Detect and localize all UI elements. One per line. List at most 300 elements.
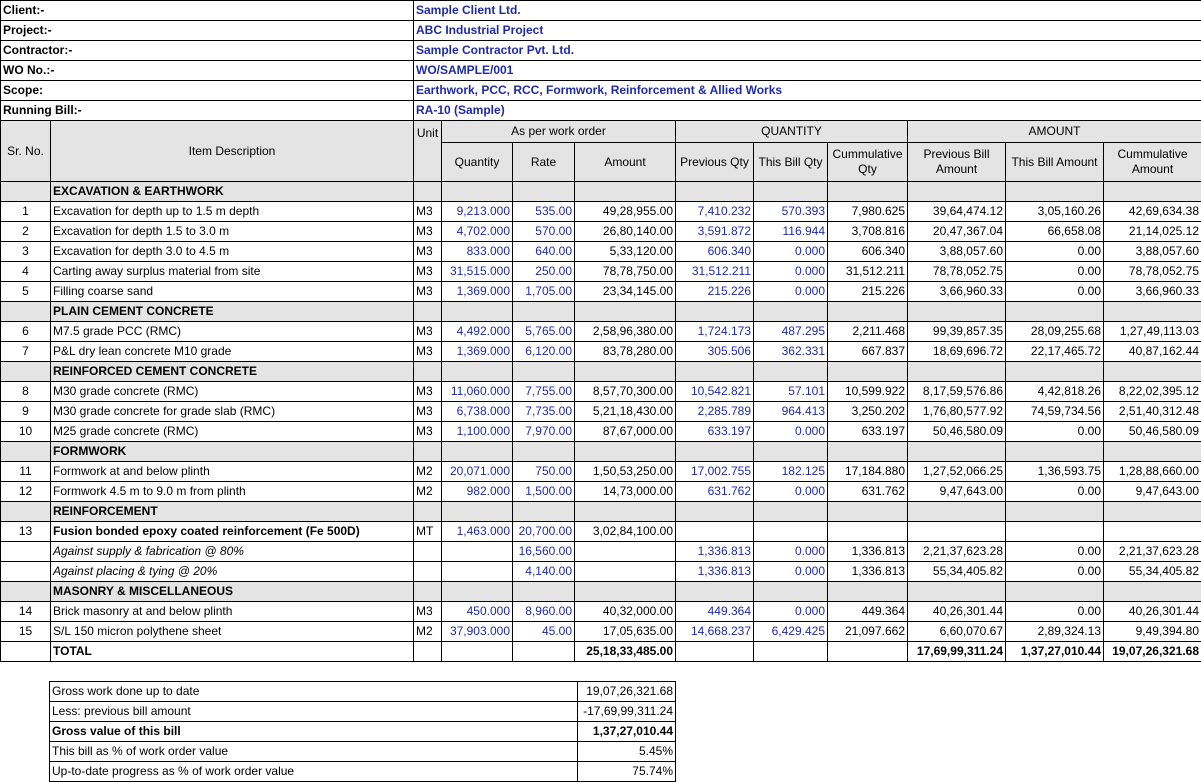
col-amount-header: Amount	[575, 143, 676, 182]
item-description: Excavation for depth 1.5 to 3.0 m	[51, 222, 414, 242]
item-prev-amount: 1,76,80,577.92	[908, 402, 1006, 422]
section-empty-cell	[575, 302, 676, 322]
item-this-amount: 3,05,160.26	[1006, 202, 1104, 222]
item-description: M30 grade concrete (RMC)	[51, 382, 414, 402]
item-rate: 7,735.00	[513, 402, 575, 422]
item-unit: M3	[414, 202, 442, 222]
section-empty-cell	[908, 502, 1006, 522]
item-rate: 7,970.00	[513, 422, 575, 442]
item-description: Filling coarse sand	[51, 282, 414, 302]
header-label: Running Bill:-	[1, 101, 414, 121]
header-value: Sample Client Ltd.	[414, 1, 1201, 21]
item-rate: 750.00	[513, 462, 575, 482]
summary-value: 5.45%	[578, 742, 676, 762]
section-empty-cell	[442, 502, 513, 522]
item-rate: 1,705.00	[513, 282, 575, 302]
item-this-amount: 66,658.08	[1006, 222, 1104, 242]
item-amount: 5,21,18,430.00	[575, 402, 676, 422]
section-sr-cell	[1, 442, 51, 462]
total-this-amount: 1,37,27,010.44	[1006, 642, 1104, 662]
section-empty-cell	[676, 182, 754, 202]
section-row	[1, 502, 1201, 522]
section-empty-cell	[513, 182, 575, 202]
item-prev-qty: 1,336.813	[676, 542, 754, 562]
section-empty-cell	[513, 302, 575, 322]
header-value: Sample Contractor Pvt. Ltd.	[414, 41, 1201, 61]
header-row	[1, 41, 1201, 61]
section-empty-cell	[1104, 502, 1201, 522]
header-value: ABC Industrial Project	[414, 21, 1201, 41]
item-row	[1, 382, 1201, 402]
section-empty-cell	[414, 442, 442, 462]
item-cum-amount: 9,49,394.80	[1104, 622, 1201, 642]
section-empty-cell	[442, 302, 513, 322]
total-sr-cell	[1, 642, 51, 662]
item-this-qty: 57.101	[754, 382, 828, 402]
item-description: Excavation for depth 3.0 to 4.5 m	[51, 242, 414, 262]
section-empty-cell	[1006, 302, 1104, 322]
item-amount: 83,78,280.00	[575, 342, 676, 362]
summary-label: Gross value of this bill	[50, 722, 578, 742]
item-sr-no: 7	[1, 342, 51, 362]
item-prev-amount: 3,66,960.33	[908, 282, 1006, 302]
item-sr-no: 5	[1, 282, 51, 302]
item-prev-qty: 2,285.789	[676, 402, 754, 422]
total-amount: 25,18,33,485.00	[575, 642, 676, 662]
item-description: Carting away surplus material from site	[51, 262, 414, 282]
section-title: REINFORCED CEMENT CONCRETE	[51, 362, 414, 382]
group-work-order: As per work order	[442, 121, 676, 143]
item-row	[1, 482, 1201, 502]
item-amount: 2,58,96,380.00	[575, 322, 676, 342]
item-amount: 78,78,750.00	[575, 262, 676, 282]
total-cum-qty-cell	[828, 642, 908, 662]
item-cum-qty: 1,336.813	[828, 562, 908, 582]
summary-label: Gross work done up to date	[50, 682, 578, 702]
col-cum-qty-header: Cummulative Qty	[828, 143, 908, 182]
item-quantity: 11,060.000	[442, 382, 513, 402]
summary-label: Up-to-date progress as % of work order value	[50, 762, 578, 782]
item-cum-amount: 42,69,634.38	[1104, 202, 1201, 222]
item-row	[1, 322, 1201, 342]
section-empty-cell	[676, 302, 754, 322]
item-prev-qty: 3,591.872	[676, 222, 754, 242]
summary-value: 19,07,26,321.68	[578, 682, 676, 702]
col-unit-header: Unit	[414, 121, 442, 182]
item-this-qty: 0.000	[754, 562, 828, 582]
section-sr-cell	[1, 582, 51, 602]
section-empty-cell	[828, 362, 908, 382]
section-empty-cell	[414, 582, 442, 602]
item-this-qty: 570.393	[754, 202, 828, 222]
item-prev-qty	[676, 522, 754, 542]
item-this-qty: 0.000	[754, 282, 828, 302]
header-value: Earthwork, PCC, RCC, Formwork, Reinforcement & Allied Works	[414, 81, 1201, 101]
section-empty-cell	[1006, 362, 1104, 382]
item-cum-amount: 40,87,162.44	[1104, 342, 1201, 362]
section-empty-cell	[754, 442, 828, 462]
item-amount: 40,32,000.00	[575, 602, 676, 622]
item-prev-qty: 7,410.232	[676, 202, 754, 222]
item-quantity: 1,369.000	[442, 282, 513, 302]
section-row	[1, 362, 1201, 382]
item-quantity: 833.000	[442, 242, 513, 262]
item-rate: 5,765.00	[513, 322, 575, 342]
item-description: Fusion bonded epoxy coated reinforcement (Fe 500D)	[51, 522, 414, 542]
summary-label: Less: previous bill amount	[50, 702, 578, 722]
item-amount: 14,73,000.00	[575, 482, 676, 502]
item-cum-qty: 449.364	[828, 602, 908, 622]
item-unit: M3	[414, 262, 442, 282]
item-description: Against placing & tying @ 20%	[51, 562, 414, 582]
col-prev-qty-header: Previous Qty	[676, 143, 754, 182]
section-empty-cell	[442, 362, 513, 382]
item-prev-amount: 8,17,59,576.86	[908, 382, 1006, 402]
item-amount: 87,67,000.00	[575, 422, 676, 442]
header-label: Project:-	[1, 21, 414, 41]
item-cum-amount: 2,51,40,312.48	[1104, 402, 1201, 422]
section-empty-cell	[676, 362, 754, 382]
header-value: WO/SAMPLE/001	[414, 61, 1201, 81]
item-prev-amount: 39,64,474.12	[908, 202, 1006, 222]
item-quantity: 20,071.000	[442, 462, 513, 482]
item-cum-qty: 31,512.211	[828, 262, 908, 282]
item-description: Against supply & fabrication @ 80%	[51, 542, 414, 562]
item-unit: M3	[414, 342, 442, 362]
item-row	[1, 562, 1201, 582]
item-description: S/L 150 micron polythene sheet	[51, 622, 414, 642]
item-description: Formwork 4.5 m to 9.0 m from plinth	[51, 482, 414, 502]
total-label: TOTAL	[51, 642, 414, 662]
item-sr-no: 12	[1, 482, 51, 502]
item-this-qty: 487.295	[754, 322, 828, 342]
summary-row	[50, 682, 676, 702]
item-this-amount	[1006, 522, 1104, 542]
section-title: FORMWORK	[51, 442, 414, 462]
section-empty-cell	[442, 582, 513, 602]
header-table	[0, 0, 1201, 121]
item-this-amount: 28,09,255.68	[1006, 322, 1104, 342]
item-prev-amount: 9,47,643.00	[908, 482, 1006, 502]
item-amount	[575, 562, 676, 582]
item-amount	[575, 542, 676, 562]
item-description: M25 grade concrete (RMC)	[51, 422, 414, 442]
item-cum-amount: 9,47,643.00	[1104, 482, 1201, 502]
col-quantity-header: Quantity	[442, 143, 513, 182]
item-sr-no: 9	[1, 402, 51, 422]
col-sr-header: Sr. No.	[1, 121, 51, 182]
section-empty-cell	[414, 502, 442, 522]
total-prev-amount: 17,69,99,311.24	[908, 642, 1006, 662]
item-row	[1, 262, 1201, 282]
total-cum-amount: 19,07,26,321.68	[1104, 642, 1201, 662]
section-empty-cell	[513, 582, 575, 602]
item-sr-no: 8	[1, 382, 51, 402]
header-label: Scope:	[1, 81, 414, 101]
col-desc-header: Item Description	[51, 121, 414, 182]
item-cum-amount: 3,66,960.33	[1104, 282, 1201, 302]
item-rate: 45.00	[513, 622, 575, 642]
item-cum-amount: 2,21,37,623.28	[1104, 542, 1201, 562]
section-empty-cell	[908, 362, 1006, 382]
item-unit: MT	[414, 522, 442, 542]
item-cum-qty: 10,599.922	[828, 382, 908, 402]
item-description: Brick masonry at and below plinth	[51, 602, 414, 622]
summary-row	[50, 722, 676, 742]
header-row	[1, 61, 1201, 81]
summary-value: 1,37,27,010.44	[578, 722, 676, 742]
item-unit: M3	[414, 382, 442, 402]
item-prev-amount: 50,46,580.09	[908, 422, 1006, 442]
item-rate: 4,140.00	[513, 562, 575, 582]
item-cum-qty: 215.226	[828, 282, 908, 302]
item-row	[1, 222, 1201, 242]
item-sr-no: 14	[1, 602, 51, 622]
item-quantity: 450.000	[442, 602, 513, 622]
item-cum-amount: 78,78,052.75	[1104, 262, 1201, 282]
item-prev-amount: 20,47,367.04	[908, 222, 1006, 242]
summary-body	[50, 682, 676, 782]
item-quantity: 1,100.000	[442, 422, 513, 442]
section-sr-cell	[1, 302, 51, 322]
item-description: Excavation for depth up to 1.5 m depth	[51, 202, 414, 222]
item-unit: M3	[414, 402, 442, 422]
item-prev-qty: 1,724.173	[676, 322, 754, 342]
item-cum-amount: 55,34,405.82	[1104, 562, 1201, 582]
header-row	[1, 101, 1201, 121]
section-empty-cell	[442, 182, 513, 202]
item-cum-amount: 50,46,580.09	[1104, 422, 1201, 442]
item-prev-amount: 6,60,070.67	[908, 622, 1006, 642]
section-empty-cell	[1006, 182, 1104, 202]
section-empty-cell	[754, 582, 828, 602]
section-empty-cell	[414, 362, 442, 382]
item-this-amount: 1,36,593.75	[1006, 462, 1104, 482]
item-unit: M3	[414, 602, 442, 622]
section-empty-cell	[1006, 582, 1104, 602]
item-unit: M3	[414, 322, 442, 342]
section-empty-cell	[828, 302, 908, 322]
group-quantity: QUANTITY	[676, 121, 908, 143]
item-unit: M3	[414, 242, 442, 262]
item-prev-amount: 78,78,052.75	[908, 262, 1006, 282]
item-quantity: 31,515.000	[442, 262, 513, 282]
section-title: PLAIN CEMENT CONCRETE	[51, 302, 414, 322]
item-amount: 49,28,955.00	[575, 202, 676, 222]
item-this-qty: 362.331	[754, 342, 828, 362]
item-sr-no: 4	[1, 262, 51, 282]
item-cum-qty: 631.762	[828, 482, 908, 502]
item-this-qty: 0.000	[754, 482, 828, 502]
section-empty-cell	[1006, 442, 1104, 462]
section-empty-cell	[754, 502, 828, 522]
item-row	[1, 602, 1201, 622]
item-rate: 250.00	[513, 262, 575, 282]
section-empty-cell	[1104, 582, 1201, 602]
section-title: REINFORCEMENT	[51, 502, 414, 522]
item-prev-qty: 633.197	[676, 422, 754, 442]
item-row	[1, 462, 1201, 482]
item-unit	[414, 542, 442, 562]
section-empty-cell	[513, 362, 575, 382]
item-cum-qty: 21,097.662	[828, 622, 908, 642]
item-rate: 20,700.00	[513, 522, 575, 542]
item-cum-qty: 17,184.880	[828, 462, 908, 482]
item-row	[1, 522, 1201, 542]
item-prev-amount: 40,26,301.44	[908, 602, 1006, 622]
section-empty-cell	[575, 582, 676, 602]
item-prev-qty: 606.340	[676, 242, 754, 262]
item-cum-qty: 3,250.202	[828, 402, 908, 422]
item-sr-no: 11	[1, 462, 51, 482]
item-sr-no: 2	[1, 222, 51, 242]
item-prev-amount: 99,39,857.35	[908, 322, 1006, 342]
item-amount: 3,02,84,100.00	[575, 522, 676, 542]
section-title: EXCAVATION & EARTHWORK	[51, 182, 414, 202]
section-sr-cell	[1, 502, 51, 522]
item-prev-qty: 449.364	[676, 602, 754, 622]
item-sr-no: 3	[1, 242, 51, 262]
item-cum-qty: 606.340	[828, 242, 908, 262]
item-prev-amount: 2,21,37,623.28	[908, 542, 1006, 562]
total-qty-cell	[442, 642, 513, 662]
item-this-amount: 0.00	[1006, 282, 1104, 302]
item-this-amount: 0.00	[1006, 602, 1104, 622]
item-quantity: 1,463.000	[442, 522, 513, 542]
col-rate-header: Rate	[513, 143, 575, 182]
item-cum-qty: 633.197	[828, 422, 908, 442]
section-empty-cell	[908, 582, 1006, 602]
item-prev-qty: 1,336.813	[676, 562, 754, 582]
section-sr-cell	[1, 182, 51, 202]
header-row	[1, 21, 1201, 41]
item-row	[1, 402, 1201, 422]
item-prev-qty: 10,542.821	[676, 382, 754, 402]
item-this-qty: 0.000	[754, 242, 828, 262]
item-this-qty: 182.125	[754, 462, 828, 482]
item-this-qty	[754, 522, 828, 542]
item-row	[1, 342, 1201, 362]
item-this-amount: 0.00	[1006, 242, 1104, 262]
item-this-amount: 74,59,734.56	[1006, 402, 1104, 422]
item-this-qty: 0.000	[754, 422, 828, 442]
section-empty-cell	[828, 502, 908, 522]
item-rate: 16,560.00	[513, 542, 575, 562]
item-quantity: 37,903.000	[442, 622, 513, 642]
section-empty-cell	[1104, 362, 1201, 382]
item-quantity: 982.000	[442, 482, 513, 502]
bill-body	[1, 182, 1201, 662]
section-empty-cell	[828, 442, 908, 462]
item-description: M7.5 grade PCC (RMC)	[51, 322, 414, 342]
item-rate: 7,755.00	[513, 382, 575, 402]
section-empty-cell	[676, 502, 754, 522]
section-empty-cell	[575, 182, 676, 202]
item-prev-amount: 18,69,696.72	[908, 342, 1006, 362]
section-empty-cell	[908, 182, 1006, 202]
item-cum-qty: 667.837	[828, 342, 908, 362]
item-prev-qty: 215.226	[676, 282, 754, 302]
item-this-qty: 0.000	[754, 602, 828, 622]
item-this-qty: 0.000	[754, 262, 828, 282]
item-sr-no: 10	[1, 422, 51, 442]
item-prev-amount: 55,34,405.82	[908, 562, 1006, 582]
section-empty-cell	[828, 582, 908, 602]
section-empty-cell	[1104, 182, 1201, 202]
item-this-amount: 0.00	[1006, 262, 1104, 282]
summary-label: This bill as % of work order value	[50, 742, 578, 762]
item-quantity: 6,738.000	[442, 402, 513, 422]
item-sr-no: 13	[1, 522, 51, 542]
item-this-amount: 0.00	[1006, 422, 1104, 442]
item-row	[1, 202, 1201, 222]
item-sr-no: 1	[1, 202, 51, 222]
section-empty-cell	[754, 362, 828, 382]
section-empty-cell	[676, 582, 754, 602]
section-empty-cell	[754, 182, 828, 202]
group-amount: AMOUNT	[908, 121, 1201, 143]
item-unit: M2	[414, 462, 442, 482]
section-row	[1, 182, 1201, 202]
item-rate: 1,500.00	[513, 482, 575, 502]
section-row	[1, 442, 1201, 462]
item-cum-qty: 2,211.468	[828, 322, 908, 342]
total-this-qty-cell	[754, 642, 828, 662]
item-amount: 17,05,635.00	[575, 622, 676, 642]
col-this-amt-header: This Bill Amount	[1006, 143, 1104, 182]
item-description: M30 grade concrete for grade slab (RMC)	[51, 402, 414, 422]
section-empty-cell	[828, 182, 908, 202]
section-title: MASONRY & MISCELLANEOUS	[51, 582, 414, 602]
header-label: WO No.:-	[1, 61, 414, 81]
header-body	[1, 1, 1201, 121]
bill-table	[0, 120, 1201, 662]
section-empty-cell	[575, 442, 676, 462]
summary-value: 75.74%	[578, 762, 676, 782]
item-prev-qty: 631.762	[676, 482, 754, 502]
item-sr-no: 6	[1, 322, 51, 342]
item-this-qty: 6,429.425	[754, 622, 828, 642]
item-cum-amount: 1,28,88,660.00	[1104, 462, 1201, 482]
item-prev-amount: 3,88,057.60	[908, 242, 1006, 262]
item-rate: 535.00	[513, 202, 575, 222]
col-cum-amt-header: Cummulative Amount	[1104, 143, 1201, 182]
section-empty-cell	[575, 502, 676, 522]
item-row	[1, 282, 1201, 302]
item-prev-qty: 31,512.211	[676, 262, 754, 282]
item-this-amount: 22,17,465.72	[1006, 342, 1104, 362]
section-empty-cell	[1104, 442, 1201, 462]
item-sr-no	[1, 562, 51, 582]
item-this-amount: 2,89,324.13	[1006, 622, 1104, 642]
item-cum-amount: 40,26,301.44	[1104, 602, 1201, 622]
item-this-amount: 4,42,818.26	[1006, 382, 1104, 402]
section-empty-cell	[1104, 302, 1201, 322]
item-this-amount: 0.00	[1006, 482, 1104, 502]
item-quantity: 9,213.000	[442, 202, 513, 222]
section-empty-cell	[513, 502, 575, 522]
item-unit: M2	[414, 482, 442, 502]
header-row	[1, 81, 1201, 101]
total-prev-qty-cell	[676, 642, 754, 662]
section-empty-cell	[1006, 502, 1104, 522]
item-unit	[414, 562, 442, 582]
item-sr-no: 15	[1, 622, 51, 642]
item-cum-amount: 8,22,02,395.12	[1104, 382, 1201, 402]
group-header-row	[1, 121, 1201, 143]
item-amount: 1,50,53,250.00	[575, 462, 676, 482]
section-empty-cell	[908, 302, 1006, 322]
